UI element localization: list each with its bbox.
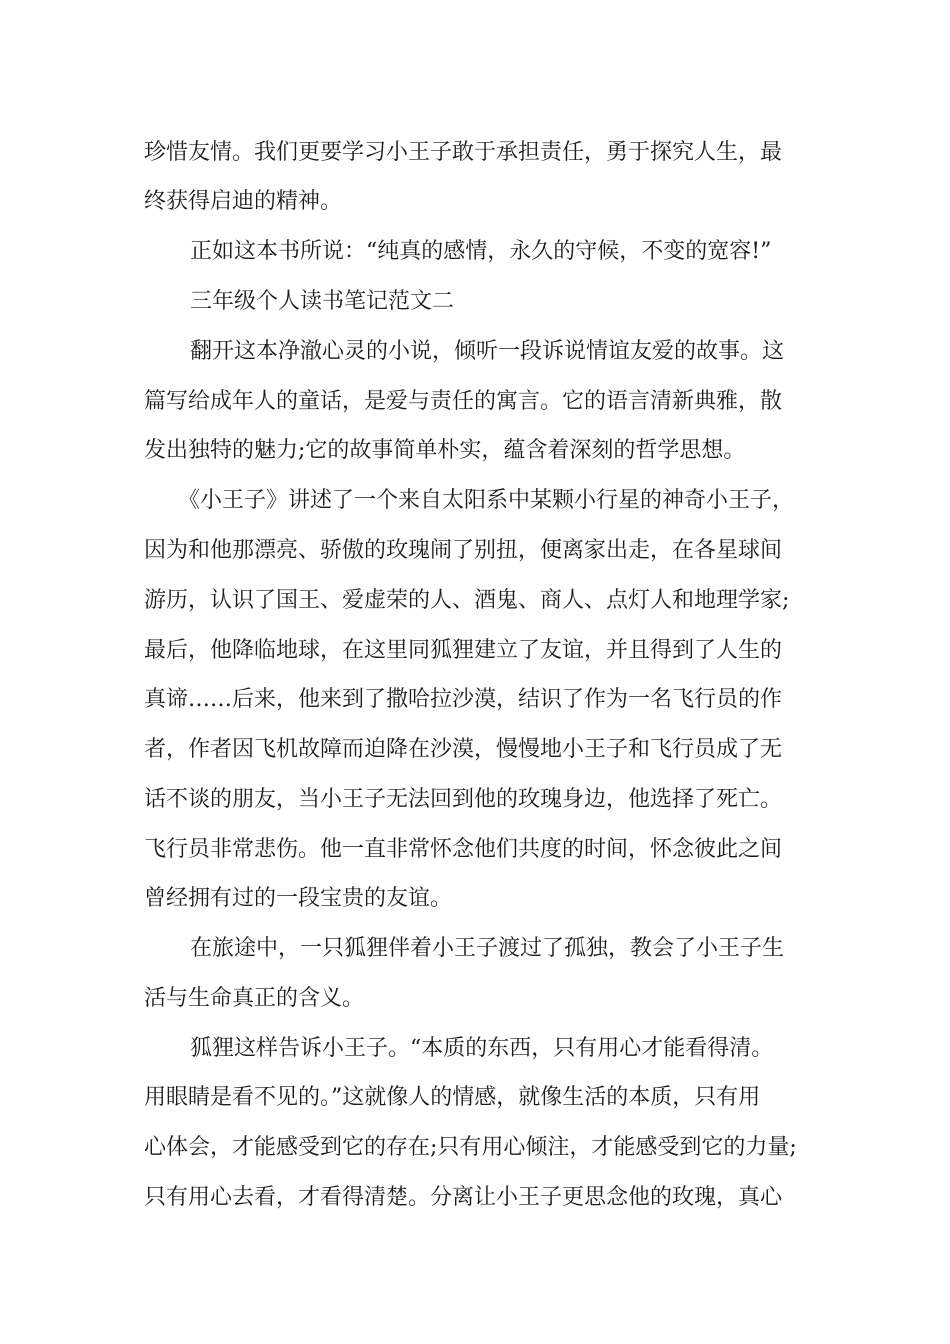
text-line: 用眼睛是看不见的。”这就像人的情感，就像生活的本质，只有用	[144, 1085, 761, 1110]
text-line: 最后，他降临地球，在这里同狐狸建立了友谊，并且得到了人生的	[144, 638, 783, 663]
text-line: 因为和他那漂亮、骄傲的玫瑰闹了别扭，便离家出走，在各星球间	[144, 538, 783, 563]
text-line: 游历，认识了国王、爱虚荣的人、酒鬼、商人、点灯人和地理学家;	[144, 588, 790, 613]
text-line: 正如这本书所说：“纯真的感情，永久的守候，不变的宽容!”	[190, 239, 772, 264]
text-line: 只有用心去看，才看得清楚。分离让小王子更思念他的玫瑰，真心	[144, 1185, 783, 1210]
text-line: 飞行员非常悲伤。他一直非常怀念他们共度的时间，怀念彼此之间	[144, 837, 783, 862]
text-line: 翻开这本净澈心灵的小说，倾听一段诉说情谊友爱的故事。这	[190, 339, 785, 364]
text-line: 心体会，才能感受到它的存在;只有用心倾注，才能感受到它的力量;	[144, 1135, 797, 1160]
text-line: 话不谈的朋友，当小王子无法回到他的玫瑰身边，他选择了死亡。	[144, 787, 783, 812]
text-line: 曾经拥有过的一段宝贵的友谊。	[144, 886, 453, 911]
text-line: 《小王子》讲述了一个来自太阳系中某颗小行星的神奇小王子，	[178, 488, 795, 513]
text-line: 在旅途中，一只狐狸伴着小王子渡过了孤独，教会了小王子生	[190, 936, 785, 961]
text-line: 真谛……后来，他来到了撒哈拉沙漠，结识了作为一名飞行员的作	[144, 687, 783, 712]
text-line: 发出独特的魅力;它的故事简单朴实，蕴含着深刻的哲学思想。	[144, 438, 746, 463]
text-line: 者，作者因飞机故障而迫降在沙漠，慢慢地小王子和飞行员成了无	[144, 737, 783, 762]
text-line: 狐狸这样告诉小王子。“本质的东西，只有用心才能看得清。	[190, 1036, 774, 1061]
text-line: 珍惜友情。我们更要学习小王子敢于承担责任，勇于探究人生，最	[144, 140, 783, 165]
section-heading: 三年级个人读书笔记范文二	[190, 289, 455, 314]
text-line: 活与生命真正的含义。	[144, 986, 365, 1011]
text-line: 篇写给成年人的童话，是爱与责任的寓言。它的语言清新典雅，散	[144, 389, 783, 414]
text-line: 终获得启迪的精神。	[144, 189, 343, 214]
